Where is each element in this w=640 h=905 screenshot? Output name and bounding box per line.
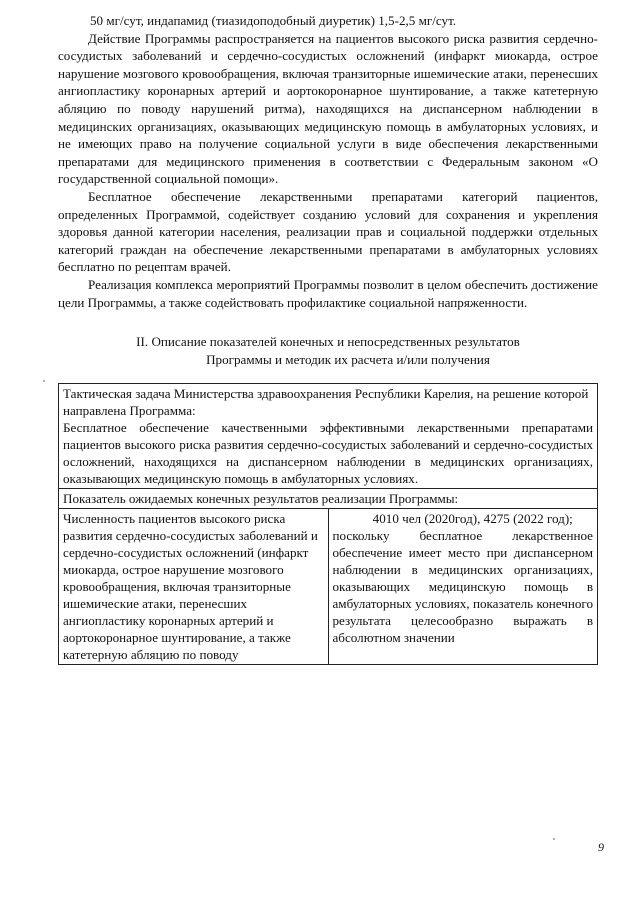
- indicator-name-cell: Численность пациентов высокого риска развития сердечно-сосудистых заболеваний и сердечно-сосудистых осложнений (инфаркт миокарда, острое нарушение мозгового кровообращения, включая транзиторные ишемические атаки, перенесших ангиопластику коронарных артерий и аортокоронарное шунтирование, а также катетерную абляцию по поводу: [59, 509, 329, 665]
- scan-dot: [43, 380, 45, 382]
- paragraph-free-provision: Бесплатное обеспечение лекарственными препаратами категорий пациентов, определенных Программой, содействует созданию условий для сохранения и укрепления здоровья данной категории населения, реализации прав и социальной поддержки отдельных категорий граждан на обеспечение лекарственными препаратами в амбулаторных условиях бесплатно по рецептам врачей.: [58, 188, 598, 275]
- indicator-value-cell: [328, 509, 598, 665]
- paragraph-program-scope: Действие Программы распространяется на пациентов высокого риска развития сердечно-сосудистых заболеваний и сердечно-сосудистых осложнений (инфаркт миокарда, острое нарушение мозгового кровообращения, включая транзиторные ишемические атаки, перенесших ангиопластику коронарных артерий и аортокоронарное шунтирование, а также катетерную абляцию по поводу нарушений ритма), находящихся на диспансерном наблюдении в медицинских организациях, оказывающих медицинскую помощь в амбулаторных условиях, и не имеющих право на получение социальной услуги в виде обеспечения лекарственными препаратами для медицинского применения в соответствии с Федеральным законом «О государственной социальной помощи».: [58, 30, 598, 187]
- indicator-header: Показатель ожидаемых конечных результатов реализации Программы:: [59, 489, 598, 509]
- section-heading: [58, 333, 598, 369]
- paragraph-implementation: Реализация комплекса мероприятий Программы позволит в целом обеспечить достижение цели Программы, а также содействовать профилактике социальной напряженности.: [58, 276, 598, 310]
- document-page: [58, 12, 598, 665]
- section-heading-line2: Программы и методик их расчета и/или получения: [206, 352, 490, 368]
- page-number: 9: [598, 840, 604, 854]
- task-body: Бесплатное обеспечение качественными эффективными лекарственными препаратами пациентов высокого риска развития сердечно-сосудистых заболеваний и сердечно-сосудистых осложнений, находящихся на диспансерном наблюдении в медицинских организациях, оказывающих медицинскую помощь в амбулаторных условиях.: [63, 420, 593, 487]
- task-title: Тактическая задача Министерства здравоохранения Республики Карелия, на решение которой направлена Программа:: [63, 386, 589, 419]
- task-cell: [59, 384, 598, 489]
- section-heading-line1: II. Описание показателей конечных и непосредственных результатов: [136, 334, 520, 350]
- paragraph-dosage-end: 50 мг/сут, индапамид (тиазидоподобный диуретик) 1,5-2,5 мг/сут.: [90, 13, 457, 28]
- table-row: [59, 489, 598, 509]
- indicators-table: [58, 383, 598, 665]
- table-row: [59, 384, 598, 489]
- table-row: [59, 509, 598, 665]
- indicator-value: 4010 чел (2020год), 4275 (2022 год);: [372, 511, 573, 527]
- scan-dot: [553, 838, 555, 840]
- indicator-note: поскольку бесплатное лекарственное обеспечение имеет место при диспансерном наблюдении в медицинских организациях, оказывающих медицинскую помощь в амбулаторных условиях, показатель конечного результата целесообразно выражать в абсолютном значении: [332, 528, 593, 646]
